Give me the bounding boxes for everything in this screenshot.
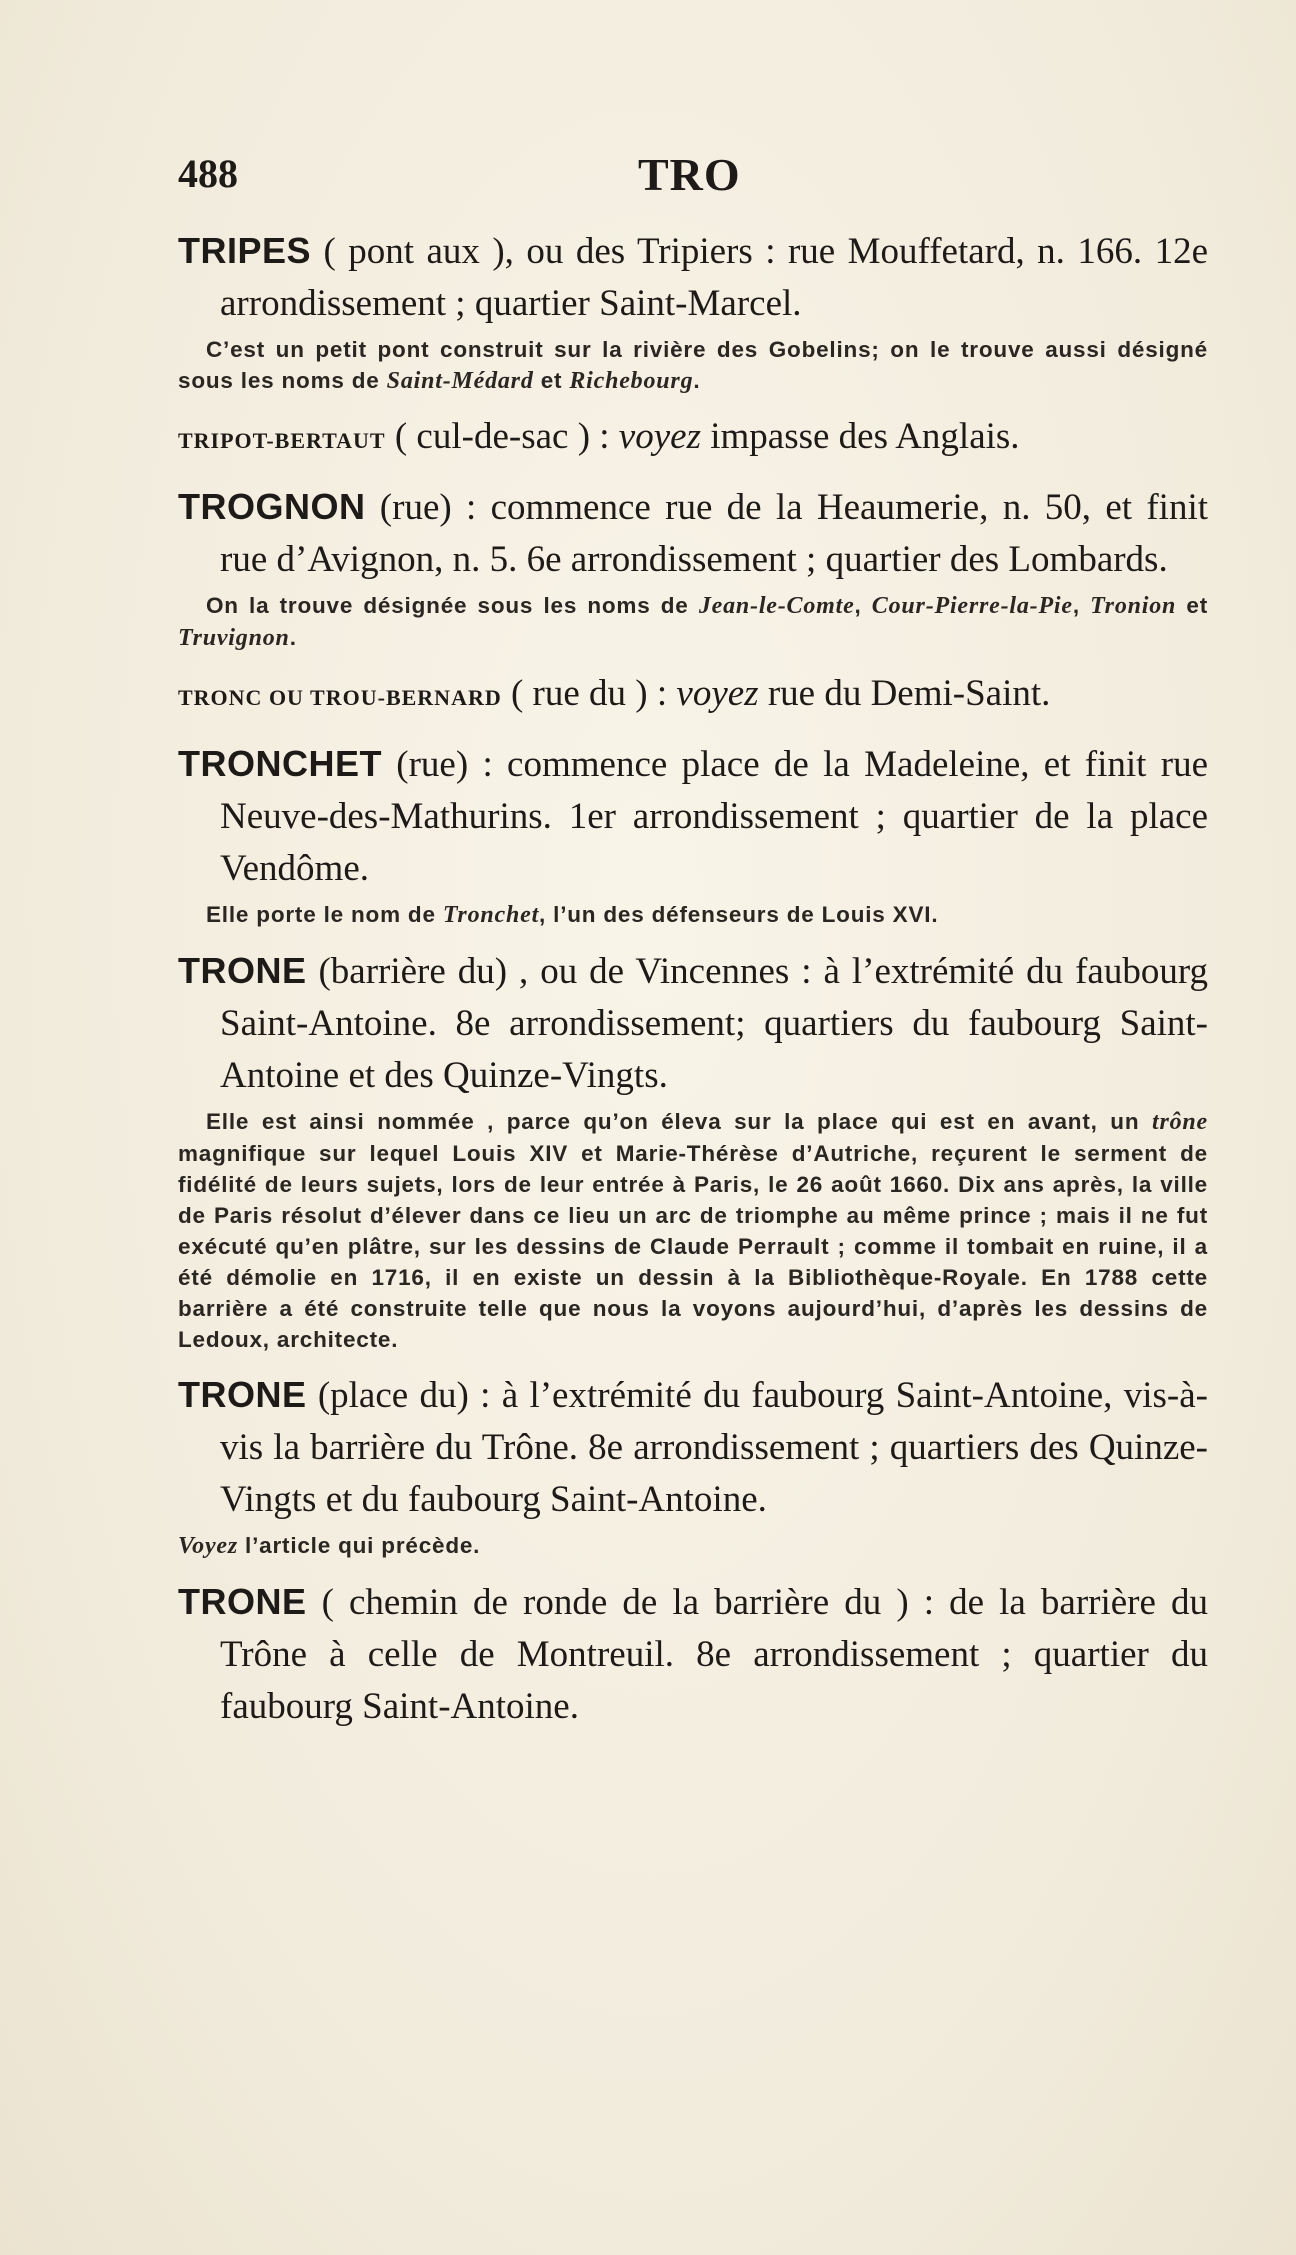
entry-text: impasse des Anglais. (700, 416, 1020, 457)
entry-body (178, 411, 1208, 467)
entry-headword: TRIPES (178, 230, 312, 271)
entry-headword: TRONE (178, 1581, 307, 1622)
note-text: . (693, 368, 701, 393)
note-italic: trône (1151, 1109, 1208, 1135)
entry-body (178, 945, 1208, 1102)
note-text: C’est un petit pont construit sur la rivière des Gobelins; on le trouve aussi désigné sous les noms de (178, 337, 1208, 393)
note-text: Elle porte le nom de (206, 902, 443, 927)
entry-text: ( rue du ) : (501, 673, 677, 714)
entry-trone-barriere (178, 945, 1208, 1355)
note-italic: Tronchet (442, 902, 540, 928)
entry-italic: voyez (676, 673, 759, 714)
note-text: . (289, 625, 297, 650)
entry-note (178, 590, 1208, 654)
entry-tronchet (178, 738, 1208, 931)
note-text: , (1072, 593, 1091, 618)
entry-headword: TRONE (178, 1374, 307, 1415)
entry-text: rue du Demi-Saint. (758, 673, 1051, 714)
entry-text: (rue) : commence rue de la Heaumerie, n. 50, et finit rue d’Avignon, n. 5. 6e arrondissement ; quartier des Lombards. (220, 487, 1208, 580)
entry-body (178, 738, 1208, 895)
entry-body (178, 1576, 1208, 1733)
running-head: TRO (638, 149, 741, 200)
entry-text: ( pont aux ), ou des Tripiers : rue Mouffetard, n. 166. 12e arrondissement ; quartier Saint-Marcel. (220, 231, 1208, 324)
entry-headword: TRIPOT-BERTAUT (178, 428, 386, 453)
dictionary-entries (178, 225, 1208, 1747)
entry-trognon (178, 481, 1208, 654)
page-header (178, 150, 1168, 206)
entry-note (178, 334, 1208, 397)
entry-body (178, 1369, 1208, 1526)
note-italic: Cour-Pierre-la-Pie (871, 593, 1073, 619)
note-text: et (533, 368, 570, 393)
note-text: magnifique sur lequel Louis XIV et Marie-Thérèse d’Autriche, reçurent le serment de fidélité de leurs sujets, lors de leur entrée à Paris, le 26 août 1660. Dix ans après, la ville de Paris résolut d’élever dans ce lieu un arc de triomphe au même prince ; mais il ne fut exécuté qu’en plâtre, sur les dessins de Claude Perrault ; comme il tombait en ruine, il a été démolie en 1716, il en existe un dessin à la Bibliothèque-Royale. En 1788 cette barrière a été construite telle que nous la voyons aujourd’hui, d’après les dessins de Ledoux, architecte. (178, 1141, 1208, 1352)
note-text: Elle est ainsi nommée , parce qu’on éleva sur la place qui est en avant, un (206, 1109, 1152, 1134)
entry-headword: TROGNON (178, 486, 366, 527)
note-italic: Jean-le-Comte (698, 593, 855, 619)
entry-note (178, 899, 1208, 931)
note-italic: Voyez (178, 1533, 238, 1559)
entry-trone-chemin (178, 1576, 1208, 1733)
entry-headword: TRONCHET (178, 743, 382, 784)
entry-body (178, 481, 1208, 586)
entry-note (178, 1106, 1208, 1355)
note-text: l’article qui précède. (238, 1533, 481, 1558)
entry-text: (rue) : commence place de la Madeleine, et finit rue Neuve-des-Mathurins. 1er arrondissement ; quartier de la place Vendôme. (220, 744, 1208, 889)
page-number: 488 (178, 151, 238, 196)
note-italic: Richebourg (569, 368, 694, 394)
note-text: On la trouve désignée sous les noms de (206, 593, 699, 618)
entry-text: (place du) : à l’extrémité du faubourg Saint-Antoine, vis-à-vis la barrière du Trône. 8e arrondissement ; quartiers des Quinze-Vingts et du faubourg Saint-Antoine. (220, 1375, 1208, 1520)
entry-note (178, 1530, 1208, 1562)
entry-headword: TRONE (178, 950, 307, 991)
note-italic: Saint-Médard (386, 368, 534, 394)
entry-body (178, 668, 1208, 724)
entry-headword: TRONC OU TROU-BERNARD (178, 685, 502, 710)
entry-text: (barrière du) , ou de Vincennes : à l’extrémité du faubourg Saint-Antoine. 8e arrondissement; quartiers du faubourg Saint-Antoine et des Quinze-Vingts. (220, 951, 1208, 1096)
entry-trone-place (178, 1369, 1208, 1562)
note-text: , (854, 593, 872, 618)
entry-italic: voyez (618, 416, 701, 457)
entry-tripot-bertaut (178, 411, 1208, 467)
note-italic: Truvignon (178, 625, 290, 651)
entry-tronc-ou-trou-bernard (178, 668, 1208, 724)
entry-text: ( chemin de ronde de la barrière du ) : de la barrière du Trône à celle de Montreuil. 8e arrondissement ; quartier du faubourg Saint-Antoine. (220, 1582, 1208, 1727)
note-text: et (1176, 593, 1208, 618)
entry-text: ( cul-de-sac ) : (385, 416, 619, 457)
note-italic: Tronion (1090, 593, 1177, 619)
note-text: , l’un des défenseurs de Louis XVI. (539, 902, 939, 927)
entry-tripes (178, 225, 1208, 397)
entry-body (178, 225, 1208, 330)
